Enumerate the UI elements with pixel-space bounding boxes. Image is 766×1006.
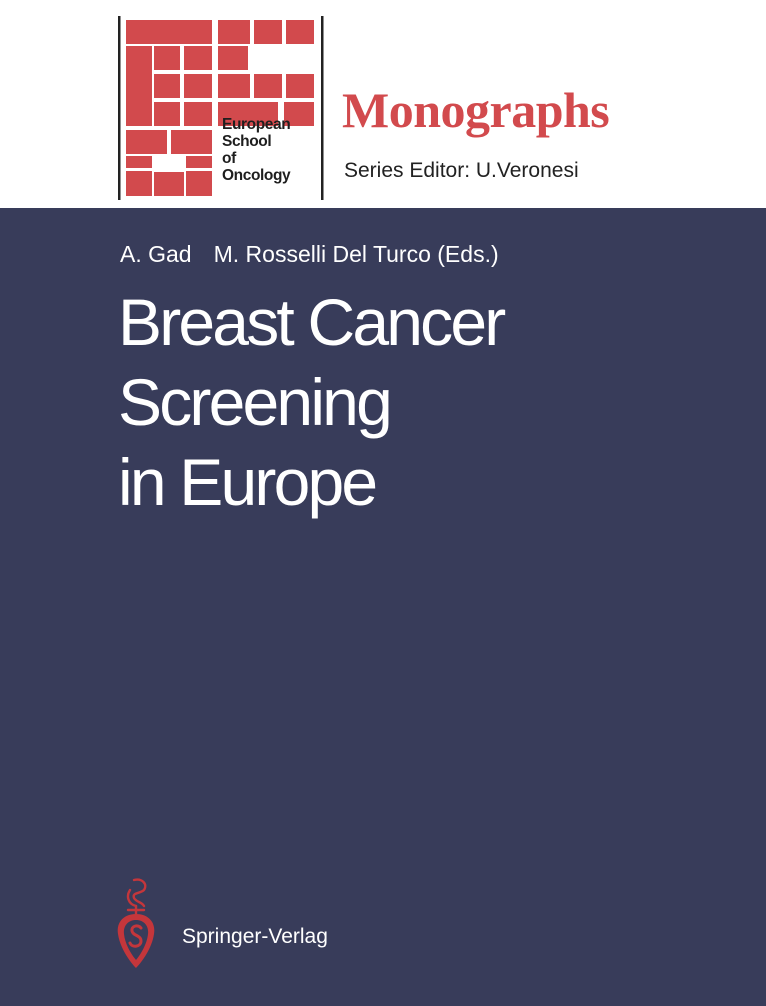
publisher-name: Springer-Verlag: [182, 925, 328, 948]
editors-line: [120, 240, 499, 268]
springer-knight-icon: [112, 876, 160, 972]
header-band: [0, 0, 766, 208]
series-title: Monographs: [342, 82, 610, 138]
logo-text-line: of: [222, 150, 236, 167]
series-editor: Series Editor: U.Veronesi: [344, 159, 579, 182]
title-line: in Europe: [118, 445, 376, 519]
book-title: [118, 282, 503, 522]
editor-name: M. Rosselli Del Turco (Eds.): [213, 241, 499, 267]
title-line: Screening: [118, 365, 390, 439]
logo-text-line: Oncology: [222, 167, 291, 184]
title-line: Breast Cancer: [118, 285, 504, 359]
logo-text-line: School: [222, 133, 272, 150]
logo-text-line: European: [222, 116, 291, 133]
editor-name: A. Gad: [120, 241, 192, 267]
eso-logo-text: [222, 116, 322, 184]
